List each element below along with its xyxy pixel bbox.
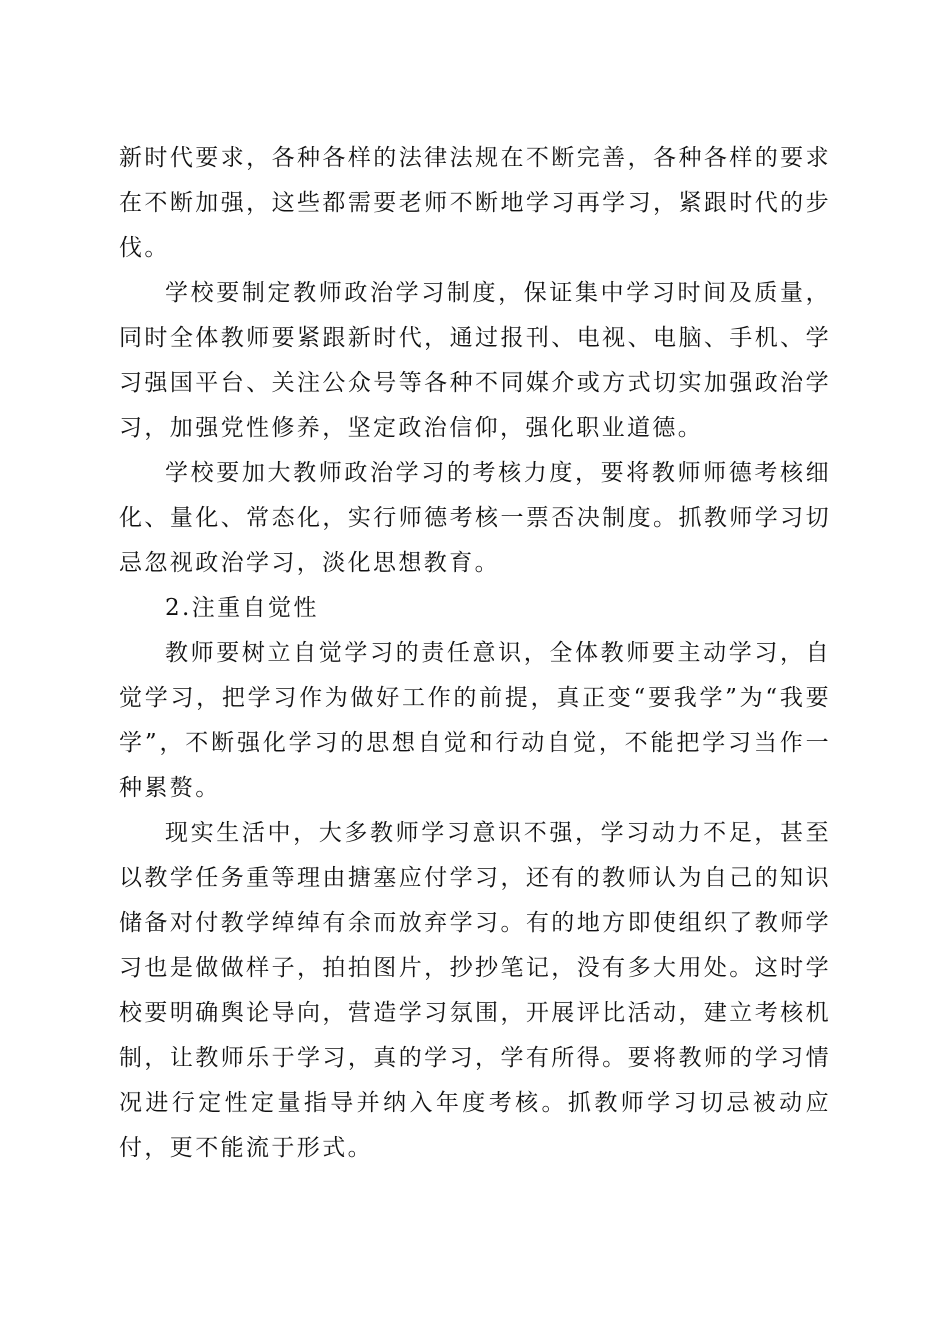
paragraph-continuation: 新时代要求，各种各样的法律法规在不断完善，各种各样的要求在不断加强，这些都需要老师不断地学习再学习，紧跟时代的步伐。 — [119, 145, 831, 261]
paragraph-assessment: 学校要加大教师政治学习的考核力度，要将教师师德考核细化、量化、常态化，实行师德考核一票否决制度。抓教师学习切忌忽视政治学习，淡化思想教育。 — [119, 460, 831, 576]
paragraph-reality: 现实生活中，大多教师学习意识不强，学习动力不足，甚至以教学任务重等理由搪塞应付学习，还有的教师认为自己的知识储备对付教学绰绰有余而放弃学习。有的地方即使组织了教师学习也是做做样子，拍拍图片，抄抄笔记，没有多大用处。这时学校要明确舆论导向，营造学习氛围，开展评比活动，建立考核机制，让教师乐于学习，真的学习，学有所得。要将教师的学习情况进行定性定量指导并纳入年度考核。抓教师学习切忌被动应付，更不能流于形式。 — [119, 820, 831, 1161]
paragraph-self-awareness: 教师要树立自觉学习的责任意识，全体教师要主动学习，自觉学习，把学习作为做好工作的前提，真正变“要我学”为“我要学”，不断强化学习的思想自觉和行动自觉，不能把学习当作一种累赘。 — [119, 640, 831, 801]
section-heading: 2.注重自觉性 — [165, 595, 319, 621]
paragraph-political-study-system: 学校要制定教师政治学习制度，保证集中学习时间及质量，同时全体教师要紧跟新时代，通过报刊、电视、电脑、手机、学习强国平台、关注公众号等各种不同媒介或方式切实加强政治学习，加强党性修养，坚定政治信仰，强化职业道德。 — [119, 280, 831, 441]
document-body — [119, 136, 831, 1171]
